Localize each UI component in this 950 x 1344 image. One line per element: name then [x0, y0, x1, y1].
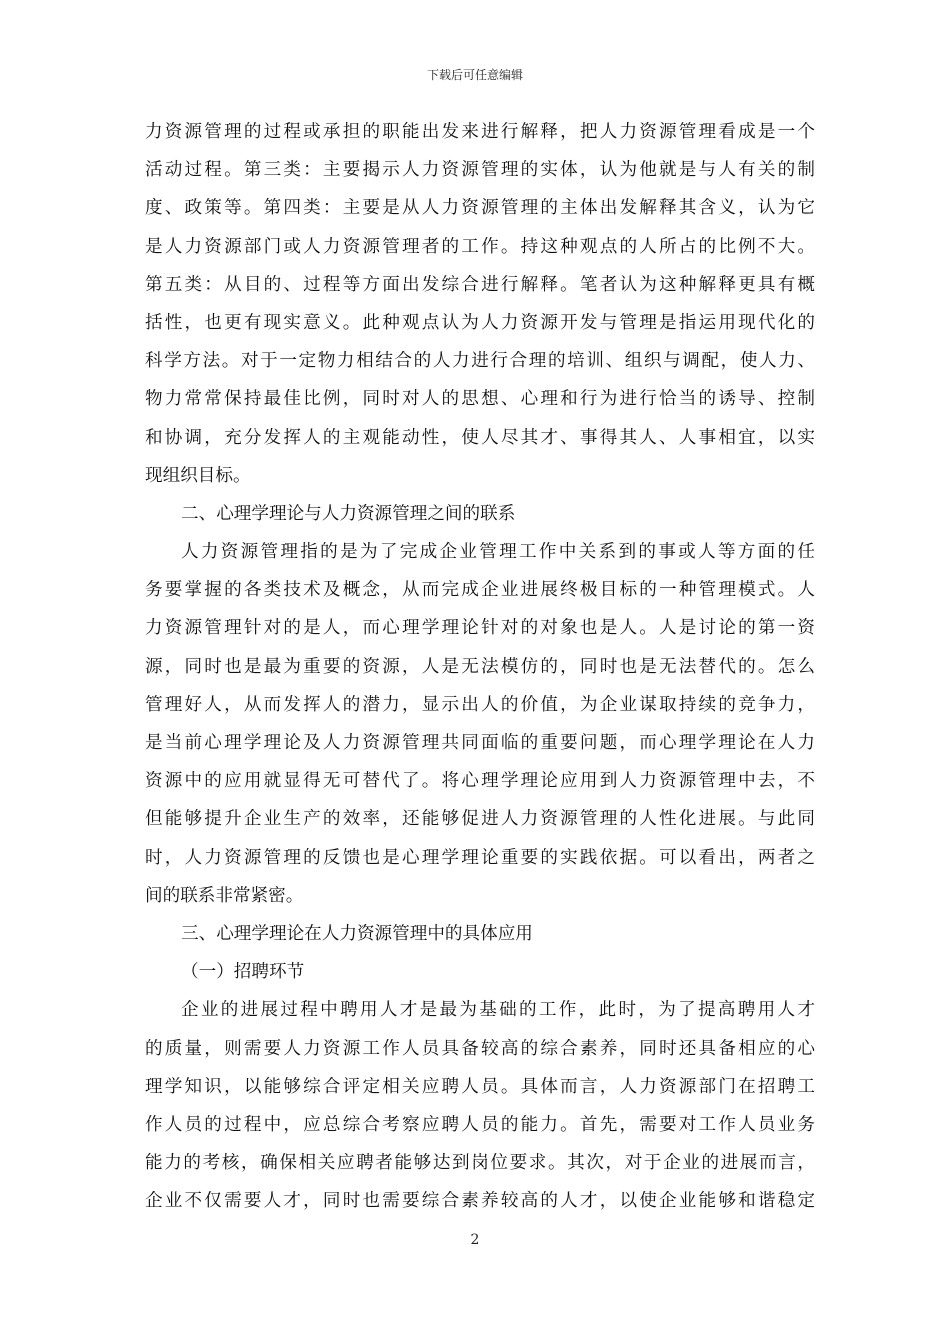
text-line: 源，同时也是最为重要的资源，人是无法模仿的，同时也是无法替代的。怎么 [145, 656, 815, 677]
text-line: 力资源管理的过程或承担的职能出发来进行解释，把人力资源管理看成是一个 [145, 122, 815, 142]
text-line: 活动过程。第三类：主要揭示人力资源管理的实体，认为他就是与人有关的制 [145, 160, 815, 181]
page-header: 下载后可任意编辑 [426, 68, 523, 82]
text-line: 二、心理学理论与人力资源管理之间的联系 [181, 503, 516, 524]
text-line: 资源中的应用就显得无可替代了。将心理学理论应用到人力资源管理中去，不 [145, 771, 815, 792]
body-text [145, 113, 815, 1220]
text-line: 企业的进展过程中聘用人才是最为基础的工作，此时，为了提高聘用人才 [181, 1000, 815, 1021]
text-line: 三、心理学理论在人力资源管理中的具体应用 [181, 923, 533, 944]
text-line: 科学方法。对于一定物力相结合的人力进行合理的培训、组织与调配，使人力、 [145, 351, 815, 372]
text-line: 是人力资源部门或人力资源管理者的工作。持这种观点的人所占的比例不大。 [145, 236, 815, 257]
text-line: 人力资源管理指的是为了完成企业管理工作中关系到的事或人等方面的任 [181, 542, 815, 563]
text-line: 物力常常保持最佳比例，同时对人的思想、心理和行为进行恰当的诱导、控制 [145, 389, 815, 410]
text-line: 是当前心理学理论及人力资源管理共同面临的重要问题，而心理学理论在人力 [145, 733, 815, 753]
text-line: 间的联系非常紧密。 [145, 885, 304, 906]
text-line: 时，人力资源管理的反馈也是心理学理论重要的实践依据。可以看出，两者之 [145, 847, 815, 868]
text-line: 管理好人，从而发挥人的潜力，显示出人的价值，为企业谋取持续的竞争力， [145, 694, 815, 715]
text-line: 作人员的过程中，应总综合考察应聘人员的能力。首先，需要对工作人员业务 [145, 1114, 815, 1135]
text-line: 力资源管理针对的是人，而心理学理论针对的对象也是人。人是讨论的第一资 [145, 618, 815, 639]
text-line: 理学知识，以能够综合评定相关应聘人员。具体而言，人力资源部门在招聘工 [145, 1076, 815, 1097]
text-line: 和协调，充分发挥人的主观能动性，使人尽其才、事得其人、人事相宜，以实 [145, 427, 815, 448]
text-line: 务要掌握的各类技术及概念，从而完成企业进展终极目标的一种管理模式。人 [145, 580, 815, 601]
text-line: 度、政策等。第四类：主要是从人力资源管理的主体出发解释其含义，认为它 [145, 198, 815, 219]
page-number: 2 [470, 1232, 480, 1248]
text-line: 第五类：从目的、过程等方面出发综合进行解释。笔者认为这种解释更具有概 [145, 274, 815, 295]
text-line: 现组织目标。 [145, 465, 251, 486]
text-line: 能力的考核，确保相关应聘者能够达到岗位要求。其次，对于企业的进展而言， [145, 1153, 815, 1174]
text-line: 的质量，则需要人力资源工作人员具备较高的综合素养，同时还具备相应的心 [145, 1038, 815, 1059]
text-line: （一）招聘环节 [181, 962, 305, 983]
text-line: 括性，也更有现实意义。此种观点认为人力资源开发与管理是指运用现代化的 [145, 312, 815, 333]
text-line: 企业不仅需要人才，同时也需要综合素养较高的人才，以使企业能够和谐稳定 [145, 1191, 815, 1212]
text-line: 但能够提升企业生产的效率，还能够促进人力资源管理的人性化进展。与此同 [145, 809, 815, 830]
